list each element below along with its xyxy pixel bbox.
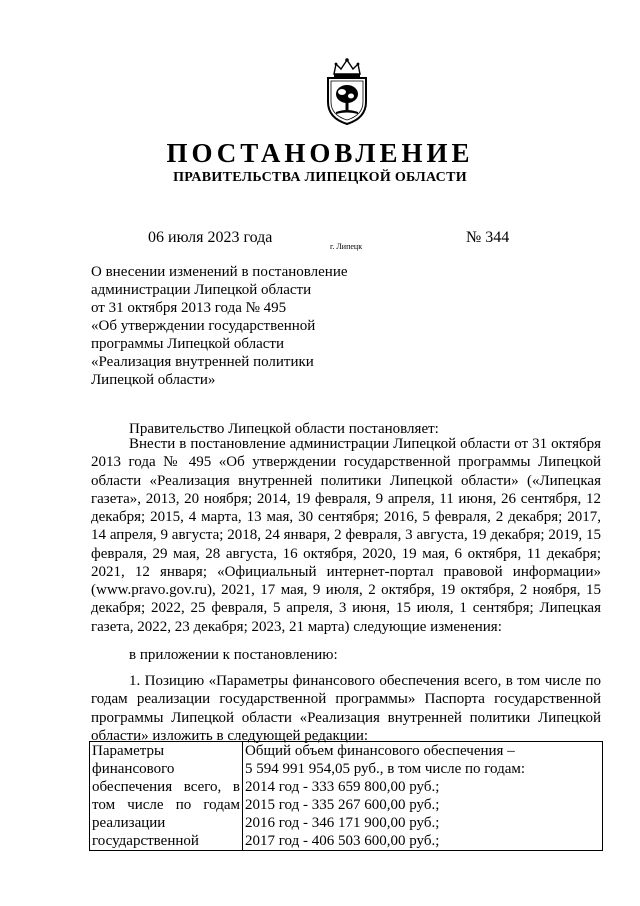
label-line: реализации [92,815,166,831]
value-line: Общий объем финансового обеспечения – [245,743,515,759]
value-line: 2017 год - 406 503 600,00 руб.; [245,833,440,849]
subject-line: Липецкой области» [91,372,216,388]
value-line: 2014 год - 333 659 800,00 руб.; [245,779,440,795]
parameter-label-cell [90,742,243,851]
value-line: 2015 год - 335 267 600,00 руб.; [245,797,440,813]
coat-of-arms-emblem [322,56,372,126]
value-line: 2016 год - 346 171 900,00 руб.; [245,815,440,831]
subject-line: «Реализация внутренней политики [91,354,314,370]
subject-line: О внесении изменений в постановление [91,264,348,280]
value-line: 5 594 991 954,05 руб., в том числе по годам: [245,761,526,777]
item-1-paragraph: 1. Позицию «Параметры финансового обеспечения всего, в том числе по годам реализации государственной программы» Паспорта государственной программы Липецкой области «Реализация внутренней политики Липецкой области» изложить в следующей редакции: [91,673,601,744]
document-city: г. Липецк [330,242,363,251]
subject-line: от 31 октября 2013 года № 495 [91,300,287,316]
label-line: Параметры [92,743,165,759]
document-number: № 344 [466,229,510,246]
parameter-value-cell [243,742,603,851]
label-line: обеспечения всего, в [92,779,240,795]
financing-table [89,741,603,851]
subject-line: «Об утверждении государственной [91,318,316,334]
subject-heading [91,263,348,389]
subject-line: программы Липецкой области [91,336,285,352]
table-row [90,742,603,851]
subject-line: администрации Липецкой области [91,282,312,298]
label-line: финансового [92,761,175,777]
document-date: 06 июля 2023 года [148,229,273,246]
issuer-subtitle: ПРАВИТЕЛЬСТВА ЛИПЕЦКОЙ ОБЛАСТИ [173,170,467,185]
label-line: государственной [92,833,199,849]
label-line: том числе по годам [92,797,240,813]
resolution-intro: Правительство Липецкой области постановляет: [129,421,439,437]
resolution-main-paragraph: Внести в постановление администрации Липецкой области от 31 октября 2013 года № 495 «Об утверждении государственной программы Липецкой области «Реализация внутренней политики Липецкой области» («Липецкая газета», 2013, 20 ноября; 2014, 19 февраля, 9 апреля, 11 июня, 26 сентября, 12 декабря; 2015, 4 марта, 13 мая, 30 сентября; 2016, 5 февраля, 2 декабря; 2017, 14 апреля, 9 августа; 2018, 24 января, 2 февраля, 3 августа, 19 декабря; 2019, 15 февраля, 29 мая, 28 августа, 16 октября, 2020, 19 мая, 6 октября, 11 декабря; 2021, 12 января; «Официальный интернет-портал правовой информации» (www.pravo.gov.ru), 2021, 17 мая, 9 июля, 2 октября, 19 октября, 2 ноября, 15 декабря; 2022, 25 февраля, 5 апреля, 3 июня, 15 июля, 1 сентября; Липецкая газета, 2022, 23 декабря; 2023, 21 марта) следующие изменения: [91,436,601,635]
appendix-paragraph: в приложении к постановлению: [129,647,338,663]
document-title: ПОСТАНОВЛЕНИЕ [166,138,474,168]
